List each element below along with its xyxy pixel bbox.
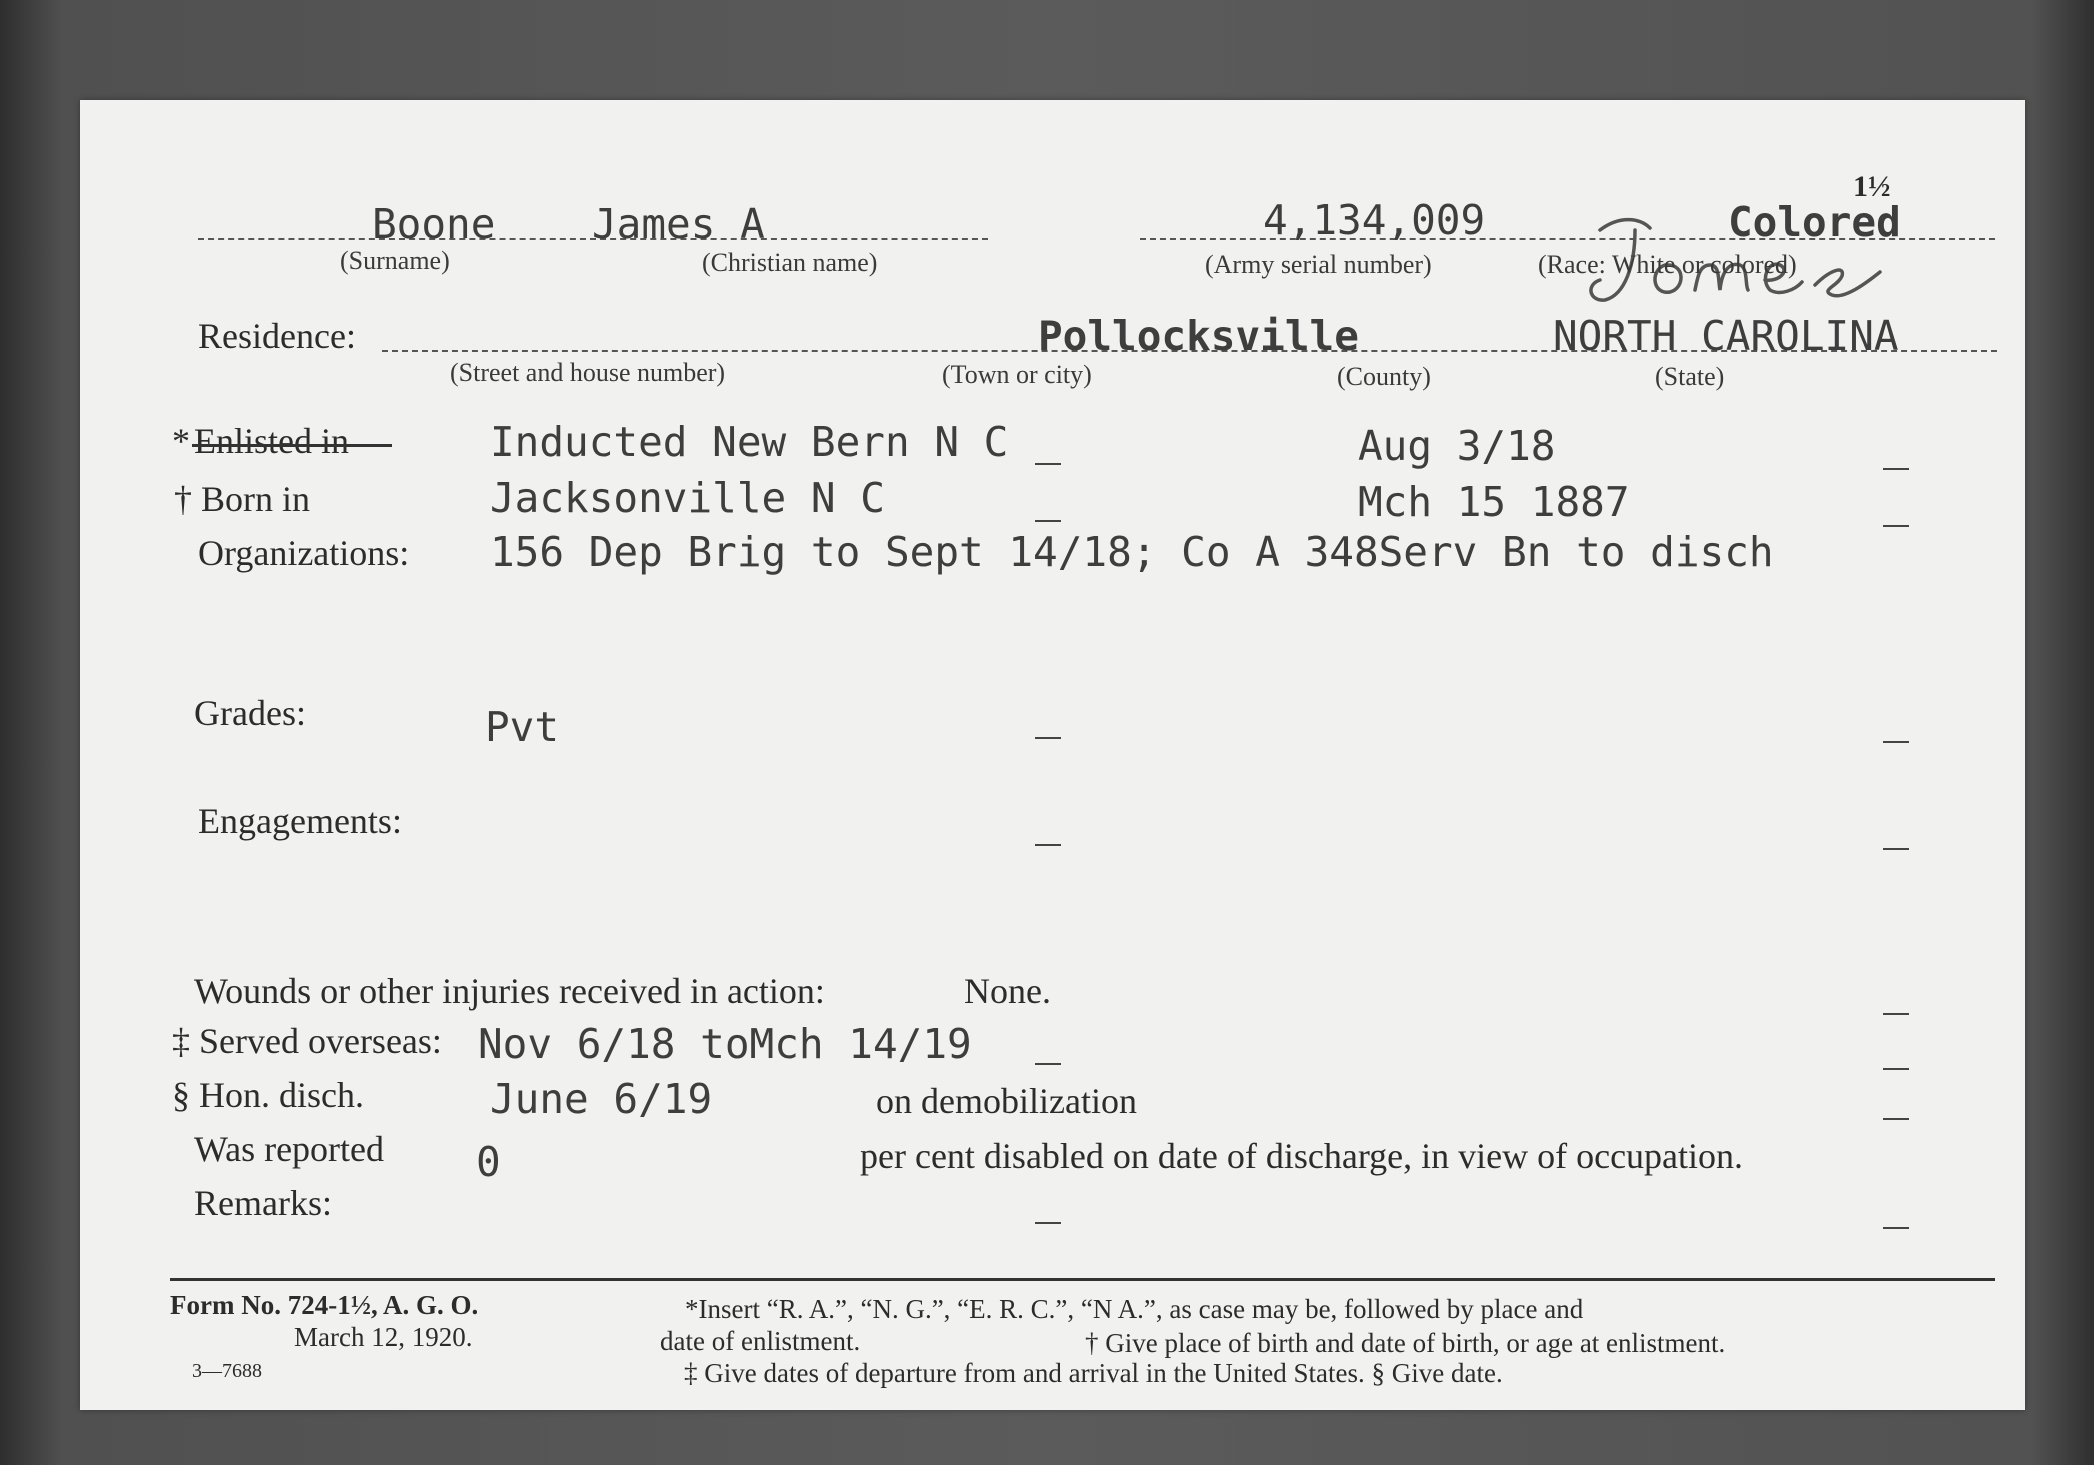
enlisted-label: Enlisted in [194,421,349,461]
tick-mark [1883,525,1909,527]
enlisted-strikethrough [192,444,392,447]
discharge-label: § Hon. disch. [172,1075,364,1115]
born-label: † Born in [174,479,311,519]
street-caption: (Street and house number) [450,358,726,387]
surname-value: Boone [372,200,496,248]
overseas-value: Nov 6/18 toMch 14/19 [478,1020,972,1068]
town-value: Pollocksville [1038,312,1359,360]
county-caption: (County) [1337,362,1431,391]
tick-mark [1883,1068,1909,1070]
tick-mark [1035,1063,1061,1065]
discharge-date: June 6/19 [490,1075,713,1123]
enlisted-date: Aug 3/18 [1358,422,1556,470]
engagements-label: Engagements: [198,801,402,841]
tick-mark [1035,463,1061,465]
organizations-value: 156 Dep Brig to Sept 14/18; Co A 348Serv Bn to disch [490,528,1774,576]
grades-value: Pvt [485,703,560,751]
wounds-value: None. [964,971,1051,1011]
footnote-enlistment: *Insert “R. A.”, “N. G.”, “E. R. C.”, “N A.”, as case may be, followed by place and [685,1294,1584,1324]
race-value: Colored [1728,198,1901,246]
residence-label: Residence: [198,316,356,356]
tick-mark [1035,520,1061,522]
footnote-enlistment-cont: date of enlistment. [660,1326,861,1356]
state-value: NORTH CAROLINA [1553,312,1899,360]
serial-number-caption: (Army serial number) [1205,250,1432,279]
tick-mark [1883,1227,1909,1229]
organizations-label: Organizations: [198,533,410,573]
reported-value: 0 [476,1138,501,1186]
remarks-label: Remarks: [194,1183,332,1223]
wounds-label: Wounds or other injuries received in action: [194,971,825,1011]
born-date: Mch 15 1887 [1358,478,1630,526]
discharge-reason: on demobilization [876,1081,1137,1121]
tick-mark [1035,844,1061,846]
born-value: Jacksonville N C [490,474,885,522]
footer-rule [170,1278,1995,1281]
overseas-label: ‡ Served overseas: [172,1021,442,1061]
form-date: March 12, 1920. [294,1322,473,1352]
enlisted-asterisk: * [172,421,190,461]
form-number: Form No. 724-1½, A. G. O. [170,1290,479,1320]
footnote-overseas: ‡ Give dates of departure from and arrival in the United States. § Give date. [684,1358,1503,1388]
tick-mark [1035,1222,1061,1224]
fraction-mark: 1½ [1853,170,1891,203]
tick-mark [1883,741,1909,743]
form-code: 3—7688 [192,1360,262,1382]
tick-mark [1883,848,1909,850]
reported-label: Was reported [194,1129,385,1169]
enlisted-value: Inducted New Bern N C [490,418,1009,466]
serial-number-value: 4,134,009 [1263,196,1486,244]
christian-name-value: James A [592,200,765,248]
grades-label: Grades: [194,693,306,733]
race-caption: (Race: White or colored) [1538,250,1797,279]
christian-name-caption: (Christian name) [702,248,878,277]
tick-mark [1883,1013,1909,1015]
town-caption: (Town or city) [942,360,1092,389]
tick-mark [1035,737,1061,739]
surname-caption: (Surname) [340,246,450,275]
draft-record-card [80,100,2025,1410]
tick-mark [1883,468,1909,470]
disability-text: per cent disabled on date of discharge, in view of occupation. [860,1136,1744,1176]
footnote-birth: † Give place of birth and date of birth, or age at enlistment. [1085,1328,1726,1358]
tick-mark [1883,1118,1909,1120]
state-caption: (State) [1655,362,1725,391]
